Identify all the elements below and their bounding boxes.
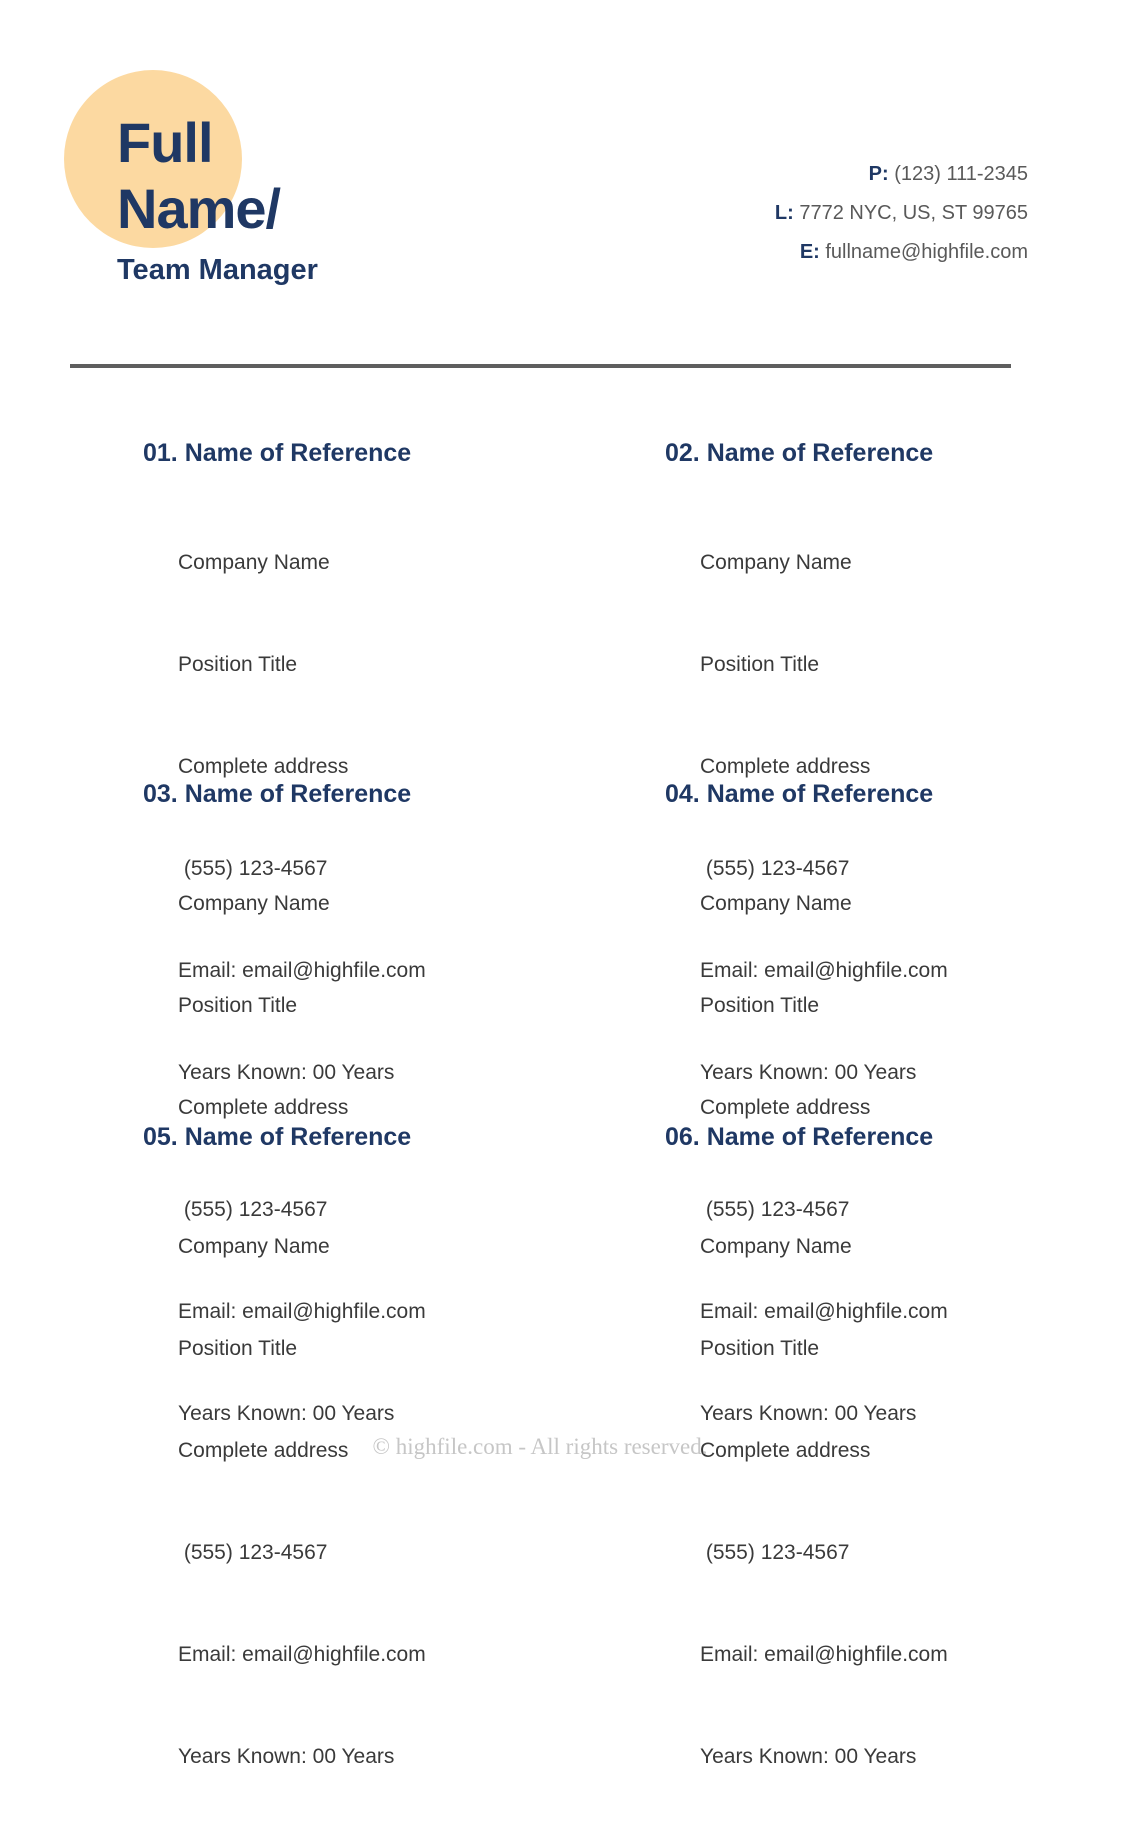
- reference-heading: 05. Name of Reference: [143, 1123, 412, 1151]
- company-name: Company Name: [700, 892, 852, 915]
- address: Complete address: [178, 1096, 349, 1119]
- location-label: L:: [774, 202, 794, 224]
- header-divider: [70, 364, 1011, 368]
- phone: (555) 123-4567: [178, 1198, 328, 1221]
- phone: (555) 123-4567: [700, 857, 850, 880]
- position-title: Position Title: [700, 653, 820, 676]
- reference-heading: 01. Name of Reference: [143, 439, 412, 467]
- full-name-line1: Full: [117, 111, 213, 174]
- position-title: Position Title: [700, 994, 820, 1017]
- reference-heading: 06. Name of Reference: [665, 1123, 934, 1151]
- email: Email: email@highfile.com: [178, 1643, 426, 1666]
- reference-details: [143, 1162, 613, 1842]
- address: Complete address: [178, 1439, 349, 1462]
- phone-value: (123) 111-2345: [888, 163, 1028, 185]
- company-name: Company Name: [700, 1235, 852, 1258]
- position-title: Position Title: [178, 994, 298, 1017]
- company-name: Company Name: [700, 551, 852, 574]
- phone: (555) 123-4567: [178, 1541, 328, 1564]
- job-title: Team Manager: [117, 254, 318, 286]
- full-name-heading: [117, 110, 280, 242]
- email: Email: email@highfile.com: [700, 1300, 948, 1323]
- phone: (555) 123-4567: [700, 1541, 850, 1564]
- years-known: Years Known: 00 Years: [178, 1061, 395, 1084]
- years-known: Years Known: 00 Years: [700, 1061, 917, 1084]
- phone-label: P:: [868, 163, 889, 185]
- reference-block-05: [143, 1122, 613, 1842]
- position-title: Position Title: [178, 653, 298, 676]
- address: Complete address: [700, 1096, 871, 1119]
- contact-location-row: [775, 194, 1028, 233]
- email: Email: email@highfile.com: [178, 959, 426, 982]
- address: Complete address: [700, 1439, 871, 1462]
- reference-heading: 04. Name of Reference: [665, 780, 934, 808]
- email: Email: email@highfile.com: [700, 959, 948, 982]
- years-known: Years Known: 00 Years: [178, 1745, 395, 1768]
- contact-phone-row: [775, 155, 1028, 194]
- company-name: Company Name: [178, 551, 330, 574]
- location-value: 7772 NYC, US, ST 99765: [793, 202, 1028, 224]
- reference-details: [665, 1162, 1135, 1842]
- full-name-line2: Name/: [117, 177, 281, 240]
- email: Email: email@highfile.com: [178, 1300, 426, 1323]
- copyright-footer: © highfile.com - All rights reserved.: [372, 1434, 708, 1459]
- phone: (555) 123-4567: [700, 1198, 850, 1221]
- position-title: Position Title: [700, 1337, 820, 1360]
- company-name: Company Name: [178, 892, 330, 915]
- reference-heading: 03. Name of Reference: [143, 780, 412, 808]
- years-known: Years Known: 00 Years: [700, 1402, 917, 1425]
- company-name: Company Name: [178, 1235, 330, 1258]
- address: Complete address: [178, 755, 349, 778]
- phone: (555) 123-4567: [178, 857, 328, 880]
- years-known: Years Known: 00 Years: [178, 1402, 395, 1425]
- contact-info: [775, 155, 1028, 272]
- address: Complete address: [700, 755, 871, 778]
- position-title: Position Title: [178, 1337, 298, 1360]
- email-value: fullname@highfile.com: [819, 241, 1028, 263]
- contact-email-row: [775, 233, 1028, 272]
- reference-block-06: [665, 1122, 1135, 1842]
- email-label: E:: [799, 241, 820, 263]
- email: Email: email@highfile.com: [700, 1643, 948, 1666]
- years-known: Years Known: 00 Years: [700, 1745, 917, 1768]
- reference-heading: 02. Name of Reference: [665, 439, 934, 467]
